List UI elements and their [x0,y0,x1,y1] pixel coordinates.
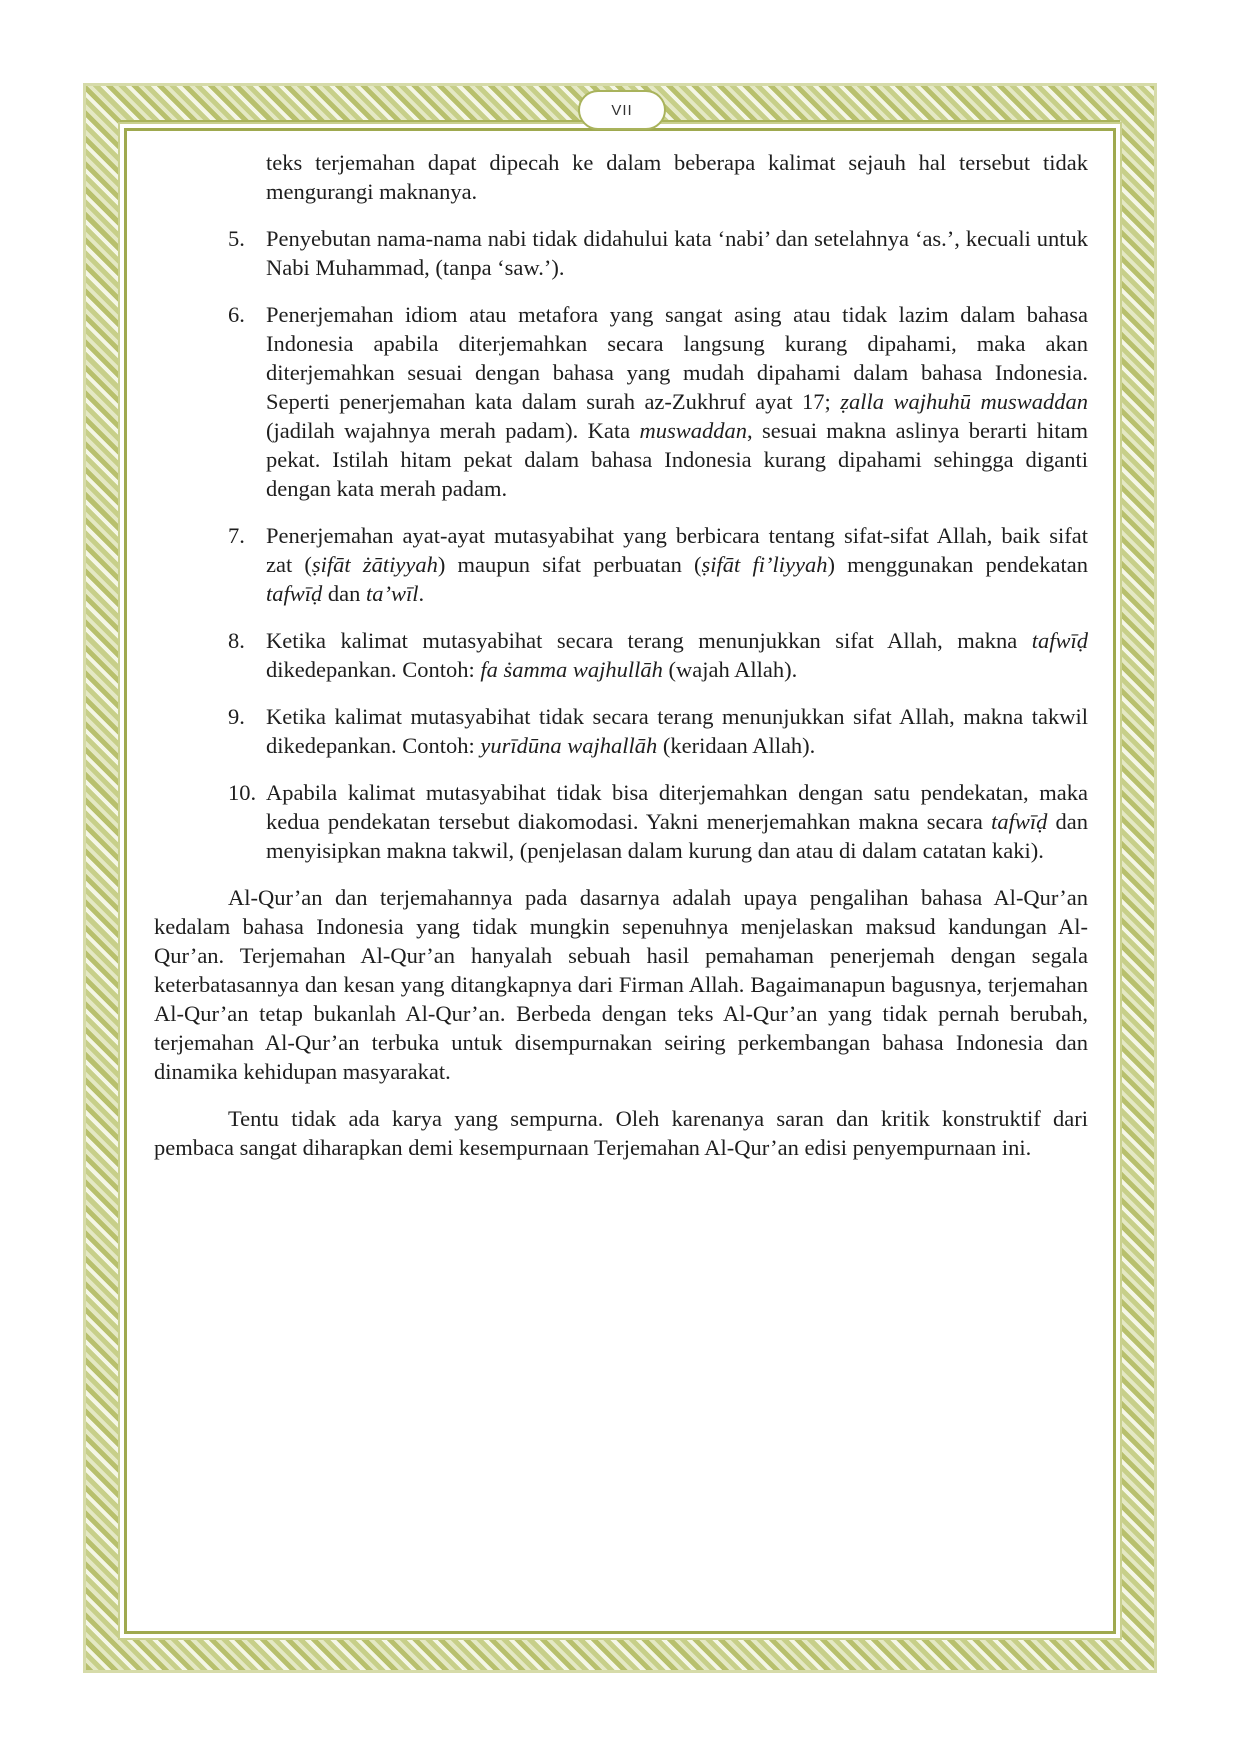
italic-term: tafwīḍ [1031,628,1088,653]
list-text [266,300,1088,503]
list-number: 10. [228,780,257,805]
italic-term: ẓalla wajhuhū muswaddan [840,389,1089,414]
text-segment: Penyebutan nama-nama nabi tidak didahului kata ‘nabi’ dan setelahnya ‘as.’, kecuali untuk Nabi Muhammad, (tanpa ‘saw.’). [266,226,1088,280]
list-item-9 [154,702,1088,760]
list-item-5 [154,224,1088,282]
text-segment: dan [322,581,367,606]
numbered-list [154,224,1088,865]
italic-term: tafwīḍ [266,581,323,606]
text-segment: Penerjemahan ayat-ayat mutasyabihat yang berbicara tentang sifat-sifat Allah, baik sifat zat ( [266,523,1088,577]
italic-term: yurīdūna wajhallāh [480,733,658,758]
italic-term: tafwīḍ [991,809,1048,834]
list-text [266,702,1088,760]
body-paragraph: Tentu tidak ada karya yang sempurna. Oleh karenanya saran dan kritik konstruktif dari pembaca sangat diharapkan demi kesempurnaan Terjemahan Al-Qur’an edisi penyempurnaan ini. [154,1106,1088,1160]
text-segment: , sesuai makna aslinya berarti hitam pekat. Istilah hitam pekat dalam bahasa Indonesia kurang dipahami sehingga diganti dengan kata merah padam. [266,418,1088,501]
list-item-7 [154,521,1088,608]
list-number: 5. [228,226,245,251]
text-segment: (keridaan Allah). [657,733,816,758]
text-segment: ) menggunakan pendekatan [827,552,1089,577]
text-segment: (wajah Allah). [662,657,798,682]
list-item-8 [154,626,1088,684]
text-segment: (jadilah wajahnya merah padam). Kata [266,418,640,443]
list-number: 6. [228,302,245,327]
continuation-text: teks terjemahan dapat dipecah ke dalam beberapa kalimat sejauh hal tersebut tidak mengurangi maknanya. [266,150,1088,204]
italic-term: ṣifāt żātiyyah [311,552,438,577]
body-paragraph: Al-Qur’an dan terjemahannya pada dasarnya adalah upaya pengalihan bahasa Al-Qur’an kedalam bahasa Indonesia yang tidak mungkin sepenuhnya menjelaskan maksud kandungan Al-Qur’an. Terjemahan Al-Qur’an hanyalah sebuah hasil pemahaman penerjemah dengan segala keterbatasannya dan kesan yang ditangkapnya dari Firman Allah. Bagaimanapun bagusnya, terjemahan Al-Qur’an tetap bukanlah Al-Qur’an. Berbeda dengan teks Al-Qur’an yang tidak pernah berubah, terjemahan Al-Qur’an terbuka untuk disempurnakan seiring perkembangan bahasa Indonesia dan dinamika kehidupan masyarakat. [154,885,1088,1084]
text-segment: Ketika kalimat mutasyabihat tidak secara terang menunjukkan sifat Allah, makna takwil dikedepankan. Contoh: [266,704,1088,758]
text-segment: dan menyisipkan makna takwil, (penjelasan dalam kurung dan atau di dalam catatan kaki). [266,809,1088,863]
page-content [154,148,1088,1180]
list-text [266,778,1088,865]
italic-term: fa ṡamma wajhullāh [480,657,663,682]
italic-term: ṣifāt fi’liyyah [701,552,828,577]
page-number: VII [578,90,666,130]
italic-term: ta’wīl [366,581,419,606]
list-number: 7. [228,523,245,548]
list-item-10 [154,778,1088,865]
list-text [266,626,1088,684]
text-segment: Penerjemahan idiom atau metafora yang sangat asing atau tidak lazim dalam bahasa Indonesia apabila diterjemahkan secara langsung kurang dipahami, maka akan diterjemahkan sesuai dengan bahasa yang mudah dipahami dalam bahasa Indonesia. Seperti penerjemahan kata dalam surah az-Zukhruf ayat 17; [266,302,1088,414]
text-segment: dikedepankan. Contoh: [266,657,481,682]
text-segment: Apabila kalimat mutasyabihat tidak bisa diterjemahkan dengan satu pendekatan, maka kedua pendekatan tersebut diakomodasi. Yakni menerjemahkan makna secara [266,780,1088,834]
text-segment: Ketika kalimat mutasyabihat secara terang menunjukkan sifat Allah, makna [266,628,1032,653]
list-number: 9. [228,704,245,729]
italic-term: muswaddan [639,418,747,443]
list-number: 8. [228,628,245,653]
text-segment: ) maupun sifat perbuatan ( [437,552,702,577]
list-item-6 [154,300,1088,503]
list-text [266,521,1088,608]
text-segment: . [418,581,425,606]
list-text [266,224,1088,282]
